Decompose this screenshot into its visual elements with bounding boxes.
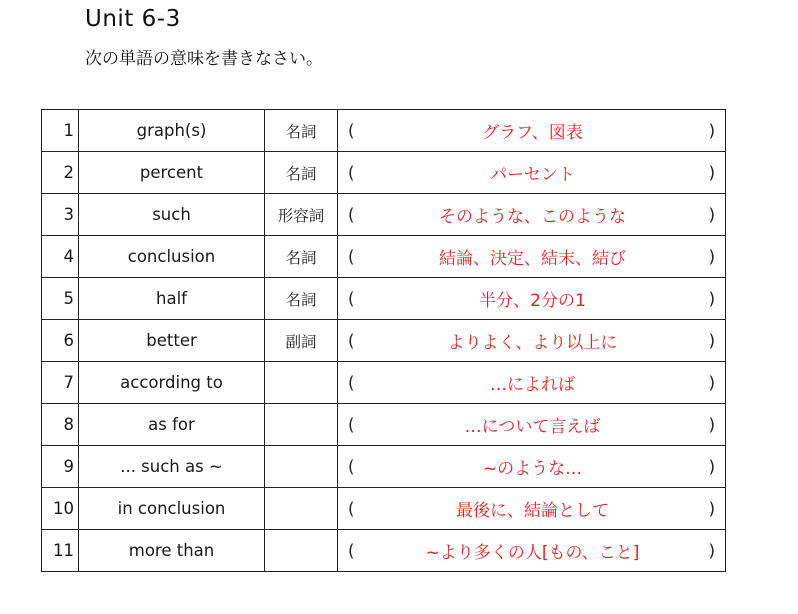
- open-parenthesis: (: [348, 163, 355, 182]
- english-word: as for: [79, 404, 265, 446]
- table-row: [42, 446, 726, 488]
- close-parenthesis: ): [708, 499, 715, 518]
- table-row: [42, 110, 726, 152]
- row-number: 11: [42, 530, 79, 572]
- japanese-meaning: 結論、決定、結末、結び: [439, 249, 626, 269]
- close-parenthesis: ): [708, 415, 715, 434]
- table-row: [42, 362, 726, 404]
- row-number: 8: [42, 404, 79, 446]
- english-word: percent: [79, 152, 265, 194]
- japanese-meaning: …によれば: [490, 375, 575, 395]
- close-parenthesis: ): [708, 541, 715, 560]
- japanese-meaning: 最後に、結論として: [456, 501, 609, 521]
- part-of-speech: 形容詞: [265, 194, 338, 236]
- vocabulary-table: [41, 109, 726, 572]
- meaning-cell: [338, 194, 726, 236]
- meaning-cell: [338, 110, 726, 152]
- vocabulary-table-body: [42, 110, 726, 572]
- japanese-meaning: そのような、このような: [439, 207, 626, 227]
- japanese-meaning: 半分、2分の1: [479, 291, 586, 311]
- open-parenthesis: (: [348, 331, 355, 350]
- close-parenthesis: ): [708, 289, 715, 308]
- meaning-cell: [338, 236, 726, 278]
- japanese-meaning: パーセント: [490, 165, 575, 185]
- meaning-cell: [338, 530, 726, 572]
- meaning-cell: [338, 362, 726, 404]
- table-row: [42, 194, 726, 236]
- part-of-speech: 名詞: [265, 110, 338, 152]
- close-parenthesis: ): [708, 121, 715, 140]
- table-row: [42, 152, 726, 194]
- meaning-cell: [338, 446, 726, 488]
- open-parenthesis: (: [348, 373, 355, 392]
- meaning-cell: [338, 488, 726, 530]
- table-row: [42, 236, 726, 278]
- part-of-speech: 名詞: [265, 236, 338, 278]
- close-parenthesis: ): [708, 331, 715, 350]
- close-parenthesis: ): [708, 457, 715, 476]
- part-of-speech: [265, 404, 338, 446]
- japanese-meaning: ~より多くの人[もの、こと]: [425, 543, 640, 563]
- part-of-speech: 名詞: [265, 278, 338, 320]
- english-word: better: [79, 320, 265, 362]
- part-of-speech: 副詞: [265, 320, 338, 362]
- open-parenthesis: (: [348, 289, 355, 308]
- table-row: [42, 404, 726, 446]
- close-parenthesis: ): [708, 247, 715, 266]
- english-word: conclusion: [79, 236, 265, 278]
- part-of-speech: [265, 488, 338, 530]
- table-row: [42, 320, 726, 362]
- japanese-meaning: よりよく、より以上に: [447, 333, 618, 353]
- english-word: half: [79, 278, 265, 320]
- open-parenthesis: (: [348, 415, 355, 434]
- row-number: 1: [42, 110, 79, 152]
- meaning-cell: [338, 152, 726, 194]
- open-parenthesis: (: [348, 247, 355, 266]
- meaning-cell: [338, 278, 726, 320]
- english-word: graph(s): [79, 110, 265, 152]
- close-parenthesis: ): [708, 205, 715, 224]
- japanese-meaning: ~のような…: [482, 459, 583, 479]
- row-number: 3: [42, 194, 79, 236]
- open-parenthesis: (: [348, 205, 355, 224]
- row-number: 2: [42, 152, 79, 194]
- meaning-cell: [338, 320, 726, 362]
- close-parenthesis: ): [708, 163, 715, 182]
- table-row: [42, 530, 726, 572]
- open-parenthesis: (: [348, 457, 355, 476]
- japanese-meaning: …について言えば: [464, 417, 601, 437]
- english-word: in conclusion: [79, 488, 265, 530]
- english-word: more than: [79, 530, 265, 572]
- page-title: Unit 6-3: [85, 6, 181, 32]
- open-parenthesis: (: [348, 499, 355, 518]
- english-word: according to: [79, 362, 265, 404]
- table-row: [42, 278, 726, 320]
- row-number: 6: [42, 320, 79, 362]
- close-parenthesis: ): [708, 373, 715, 392]
- open-parenthesis: (: [348, 541, 355, 560]
- row-number: 4: [42, 236, 79, 278]
- row-number: 5: [42, 278, 79, 320]
- meaning-cell: [338, 404, 726, 446]
- instruction-text: 次の単語の意味を書きなさい。: [85, 49, 323, 69]
- part-of-speech: [265, 530, 338, 572]
- part-of-speech: [265, 446, 338, 488]
- open-parenthesis: (: [348, 121, 355, 140]
- part-of-speech: 名詞: [265, 152, 338, 194]
- english-word: ... such as ~: [79, 446, 265, 488]
- part-of-speech: [265, 362, 338, 404]
- row-number: 9: [42, 446, 79, 488]
- row-number: 7: [42, 362, 79, 404]
- japanese-meaning: グラフ、図表: [482, 123, 583, 143]
- row-number: 10: [42, 488, 79, 530]
- table-row: [42, 488, 726, 530]
- english-word: such: [79, 194, 265, 236]
